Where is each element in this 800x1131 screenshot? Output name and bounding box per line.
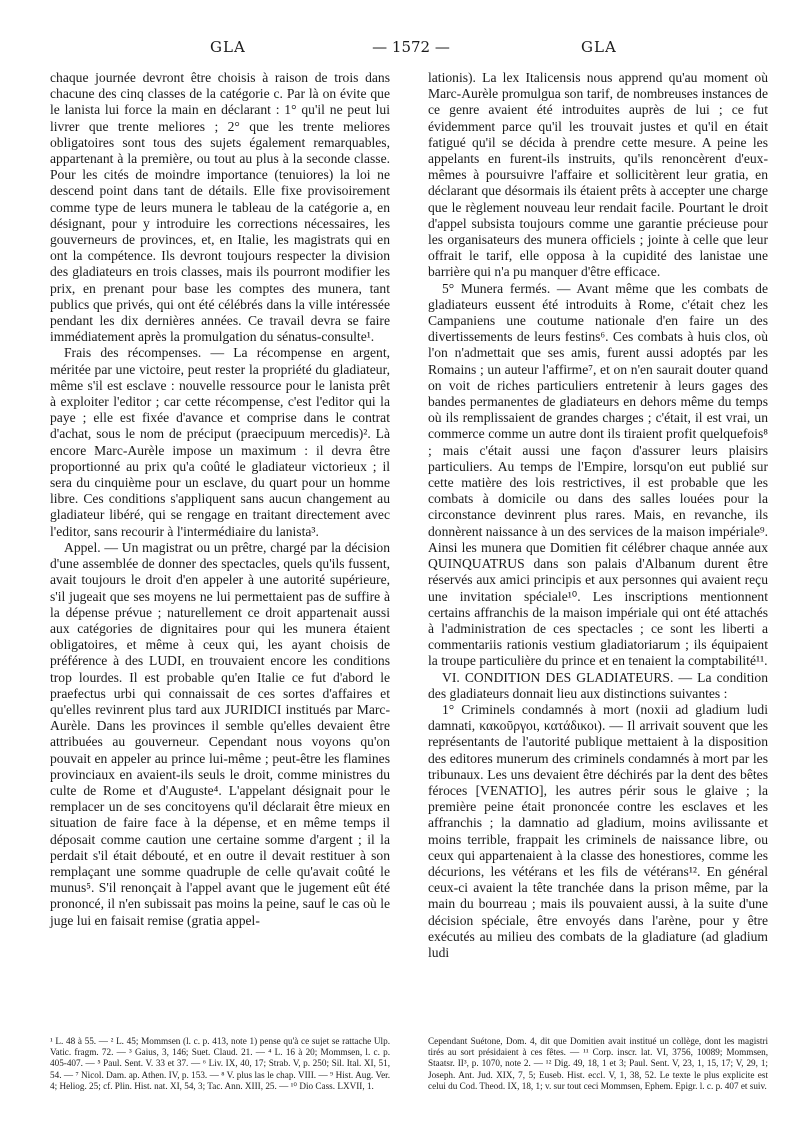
paragraph: 5° Munera fermés. — Avant même que les combats de gladiateurs eussent été introduits à Rome, c'était chez les Campaniens une coutume nationale d'en faire un des divertissements de leurs festins⁶. Ces combats à huis clos, où l'on n'admettait que ses amis, furent aussi adoptés par les Romains ; un auteur l'affirme⁷, et on n'en saurait douter quand on voit de riches particuliers entretenir à leurs gages des bandes permanentes de gladiateurs en dehors même du temps où ils remplissaient de grandes charges ; c'était, il est vrai, un commerce comme un autre dont ils tiraient profit quelquefois⁸ ; mais c'était aussi une façon d'assurer leurs plaisirs particuliers. Au temps de l'Empire, lorsqu'on eut publié sur cette matière des lois restrictives, il est probable que les combats à domicile ou dans des salles louées pour la circonstance devinrent plus rares. Mais, en revanche, ils donnèrent naissance à un des services de la maison impériale⁹. Ainsi les munera que Domitien fit célébrer chaque année aux QUINQUATRUS dans son palais d'Albanum durent être réservés aux amici principis et aux personnes qui avaient reçu une invitation spéciale¹⁰. Les inscriptions mentionnent certains affranchis de la maison impériale qui ont été attachés à l'administration de ces spectacles ; ce sont les liberti a commentariis rationis vestium gladiatoriarum ; ils équipaient la troupe particulière du prince et en tenaient la comptabilité¹¹. [428,280,768,669]
page-number: — 1572 — [372,38,450,56]
right-column [428,70,768,961]
paragraph: 1° Criminels condamnés à mort (noxii ad gladium ludi damnati, κακοῦργοι, κατάδικοι). — Il arrivait souvent que les représentants de l'autorité publique mettaient à la disposition des editores munerum des criminels condamnés à mort par les tribunaux. Les uns devaient être déchirés par la dent des bêtes féroces [VENATIO], les autres périr sous le glaive ; la première peine était prononcée contre les esclaves et les affranchis ; la damnatio ad gladium, moins avilissante et moins terrible, frappait les criminels de naissance libre, ou ceux qui appartenaient à la classe des honestiores, comme les décurions, les vétérans et les fils de vétérans¹². En général ceux-ci avaient la tête tranchée dans la prison même, par la main du bourreau ; mais ils pouvaient aussi, à la suite d'une décision spéciale, être envoyés dans l'arène, pour y être exécutés au milieu des combats de la gladiature (ad gladium ludi [428,701,768,960]
paragraph: chaque journée devront être choisis à raison de trois dans chacune des cinq classes de la catégorie c. Par là on évite que le lanista lui force la main en déclarant : 1° qu'il ne peut lui livrer que trente meliores ; 2° que les trente meliores obligatoires sont tous des sujets également remarquables, appartenant à la première, ou tout au plus à la seconde classe. Pour les cités de moindre importance (tenuiores) la loi ne descend point dans tant de détails. Elle fixe provisoirement comme type de leurs munera le tableau de la catégorie a, en désignant, pour y introduire les corrections nécessaires, les gouverneurs de provinces, et, en Italie, les magistrats qui en ont la compétence. Ils devront toujours respecter la division des gladiateurs en trois classes, mais ils pourront modifier les prix, en prenant pour base les comptes des munera, tant publics que privés, qui ont été célébrés dans la ville intéressée pendant les dix dernières années. Ce travail devra se faire immédiatement après la promulgation du sénatus-consulte¹. [50,70,390,345]
paragraph: Frais des récompenses. — La récompense en argent, méritée par une victoire, peut rester la propriété du gladiateur, même s'il est esclave : nouvelle ressource pour le lanista prêt à exploiter l'editor ; car cette récompense, c'est l'editor qui la paye ; elle est fixée d'avance et comprise dans le contrat d'achat, sous le nom de préciput (praecipuum mercedis)². Là encore Marc-Aurèle impose un maximum : il devra être proportionné au prix qu'a coûté le gladiateur victorieux ; il sera du cinquième pour un esclave, du quart pour un homme libre. Ces conditions s'appliquent sans aucun changement au gladiateur libéré, qui se rengage en traitant directement avec l'editor, sans recourir à l'intermédiaire du lanista³. [50,345,390,539]
paragraph: Appel. — Un magistrat ou un prêtre, chargé par la décision d'une assemblée de donner des spectacles, quels qu'ils fussent, avait toujours le droit d'en appeler à une autorité supérieure, s'il jugeait que ses moyens ne lui permettaient pas de suffire à la dépense prévue ; naturellement ce droit appartenait aussi aux catégories de dignitaires pour qui les munera étaient obligatoires, et même à ceux qui, les ayant choisis de préférence à des LUDI, en trouvaient encore les conditions trop lourdes. Il est probable qu'en Italie ce fut d'abord le praefectus urbi qui connaissait de ces sortes d'affaires et qu'elles revinrent plus tard aux JURIDICI institués par Marc-Aurèle. Dans les provinces il semble qu'elles devaient être attribuées au gouverneur. Cependant nous voyons qu'on pouvait en appeler au prince lui-même ; peut-être les flamines provinciaux en avaient-ils seuls le droit, comme ministres du culte de Rome et d'Auguste⁴. L'appelant désignait pour le remplacer un de ses concitoyens qu'il déclarait être mieux en situation de faire face à la dépense, et en même temps il déposait comme caution une certaine somme d'argent ; il la perdait s'il était débouté, et en outre il devait restituer à son remplaçant une somme quadruple de celle qu'avait coûté le munus⁵. S'il renonçait à l'appel avant que le jugement eût été prononcé, il n'en subissait pas moins la peine, sauf le cas où le juge lui en faisait remise (gratia appel- [50,539,390,928]
header-left-keyword: GLA [210,38,246,56]
footnotes-left: ¹ L. 48 à 55. — ² L. 45; Mommsen (l. c. p. 413, note 1) pense qu'à ce sujet se rattache Ulp. Vatic. fragm. 72. — ³ Gaius, 3, 146; Suet. Claud. 21. — ⁴ L. 16 à 20; Mommsen, l. c. p. 405-407. — ⁵ Paul. Sent. V. 33 et 37. — ⁶ Liv. IX, 40, 17; Strab. V, p. 250; Sil. Ital. XI, 51, 54. — ⁷ Nicol. Dam. ap. Athen. IV, p. 153. — ⁸ V. plus las le chap. VIII. — ⁹ Hist. Aug. Ver. 4; Heliog. 25; cf. Plin. Hist. nat. XI, 54, 3; Tac. Ann. XIII, 25. — ¹⁰ Dio Cass. LXVII, 1. [50,1036,390,1091]
running-header [50,38,772,62]
paragraph: VI. CONDITION DES GLADIATEURS. — La condition des gladiateurs donnait lieu aux distinctions suivantes : [428,669,768,701]
paragraph: lationis). La lex Italicensis nous apprend qu'au moment où Marc-Aurèle promulgua son tarif, de nombreuses instances de ce genre avaient été introduites auprès de lui ; ce fut évidemment parce qu'il les trouvait justes et qu'il en était fatigué qu'il se décida à prendre cette mesure. A peine les appelants en furent-ils instruits, qu'ils renoncèrent d'eux-mêmes à poursuivre l'affaire et sollicitèrent leur gratia, en déclarant que désormais ils étaient prêts à accepter une charge que le règlement nouveau leur rendait facile. Pourtant le droit d'appel subsista toujours comme une garantie précieuse pour les organisateurs des munera officiels ; jointe à celle que leur offrait le tarif, elle opposa à la cupidité des lanistae une barrière qui n'a pu manquer d'être efficace. [428,70,768,280]
left-column [50,70,390,929]
header-right-keyword: GLA [581,38,617,56]
footnotes-right: Cependant Suétone, Dom. 4, dit que Domitien avait institué un collège, dont les magistri tirés au sort présidaient à ces fêtes. — ¹¹ Corp. inscr. lat. VI, 3756, 10089; Mommsen, Staatsr. II³, p. 1070, note 2. — ¹² Dig. 49, 18, 1 et 3; Paul. Sent. V, 23, 1, 15, 17; V, 29, 1; Joseph. Ant. Jud. XIX, 7, 5; Euseb. Hist. eccl. V, 1, 38, 52. Le texte le plus explicite est celui du Cod. Theod. IX, 18, 1; v. sur tout ceci Mommsen, Ephem. Epigr. l. c. p. 407 et suiv. [428,1036,768,1091]
